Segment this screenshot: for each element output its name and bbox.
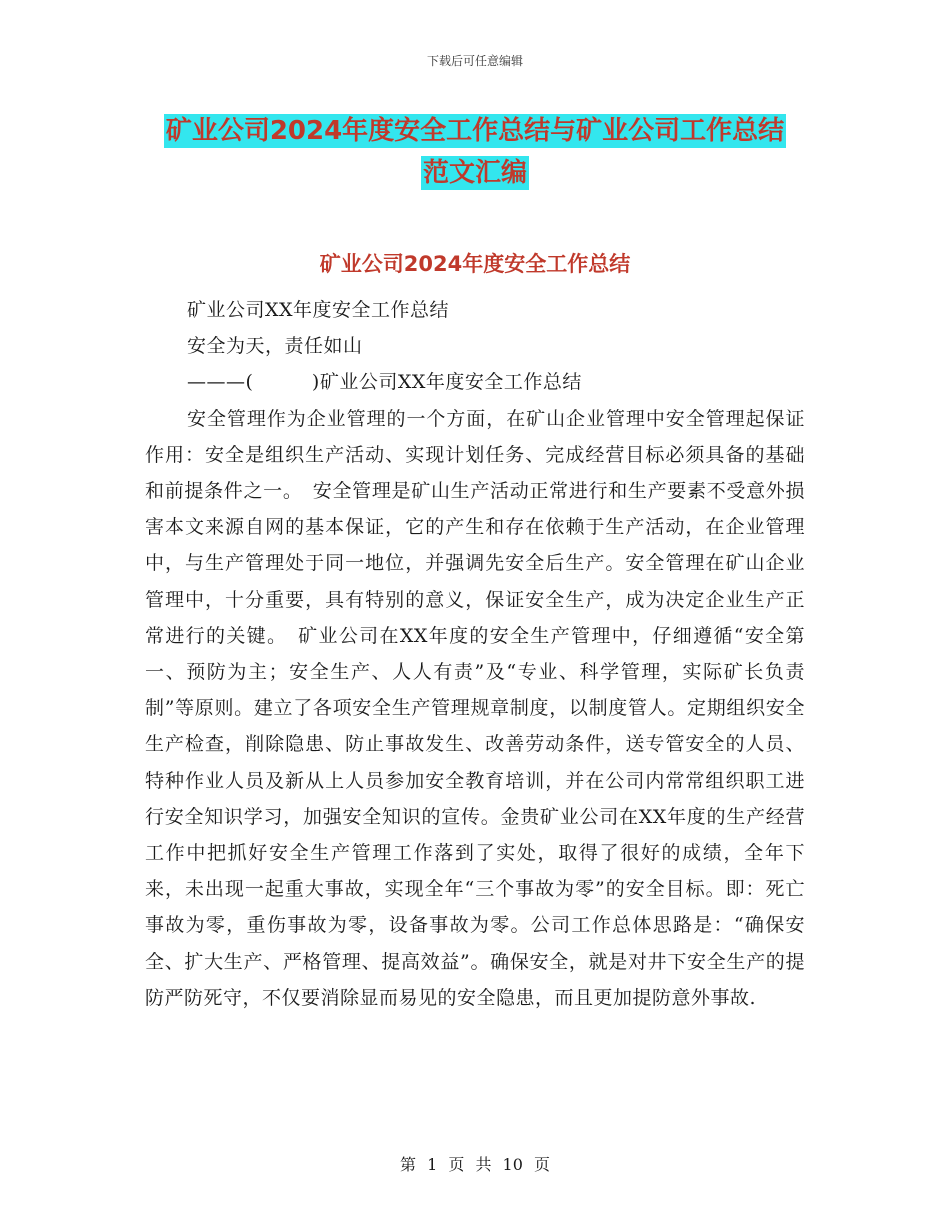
- document-title: [0, 110, 950, 194]
- document-body: [145, 292, 805, 1016]
- subtitle-line: 矿业公司XX年度安全工作总结: [187, 299, 450, 321]
- body-paragraph: 安全管理作为企业管理的一个方面，在矿山企业管理中安全管理起保证作用：安全是组织生产活动、实现计划任务、完成经营目标必须具备的基础和前提条件之一。 安全管理是矿山生产活动正常进行和生产要素不受意外损害本文来源自网的基本保证，它的产生和存在依赖于生产活动，在企业管理中，与生产管理处于同一地位，并强调先安全后生产。安全管理在矿山企业管理中，十分重要，具有特别的意义，保证安全生产，成为决定企业生产正常进行的关键。 矿业公司在XX年度的安全生产管理中，仔细遵循“安全第一、预防为主；安全生产、人人有责”及“专业、科学管理，实际矿长负责制”等原则。建立了各项安全生产管理规章制度，以制度管人。定期组织安全生产检查，削除隐患、防止事故发生、改善劳动条件，送专管安全的人员、特种作业人员及新从上人员参加安全教育培训，并在公司内常常组织职工进行安全知识学习，加强安全知识的宣传。金贵矿业公司在XX年度的生产经营工作中把抓好安全生产管理工作落到了实处，取得了很好的成绩，全年下来，未出现一起重大事故，实现全年“三个事故为零”的安全目标。即：死亡事故为零，重伤事故为零，设备事故为零。公司工作总体思路是：“确保安全、扩大生产、严格管理、提高效益”。确保安全，就是对井下安全生产的提防严防死守，不仅要消除显而易见的安全隐患，而且更加提防意外事故.: [145, 407, 805, 1009]
- document-title-line-2: 范文汇编: [422, 158, 527, 188]
- byline: ———( )矿业公司XX年度安全工作总结: [187, 371, 582, 394]
- motto-line: 安全为天，责任如山: [187, 335, 363, 358]
- page-header-note: 下载后可任意编辑: [426, 54, 523, 68]
- page-footer-page-number: 第 1 页 共 10 页: [400, 1155, 550, 1174]
- section-title: 矿业公司2024年度安全工作总结: [319, 252, 631, 276]
- document-title-line-1: 矿业公司2024年度安全工作总结与矿业公司工作总结: [165, 116, 785, 146]
